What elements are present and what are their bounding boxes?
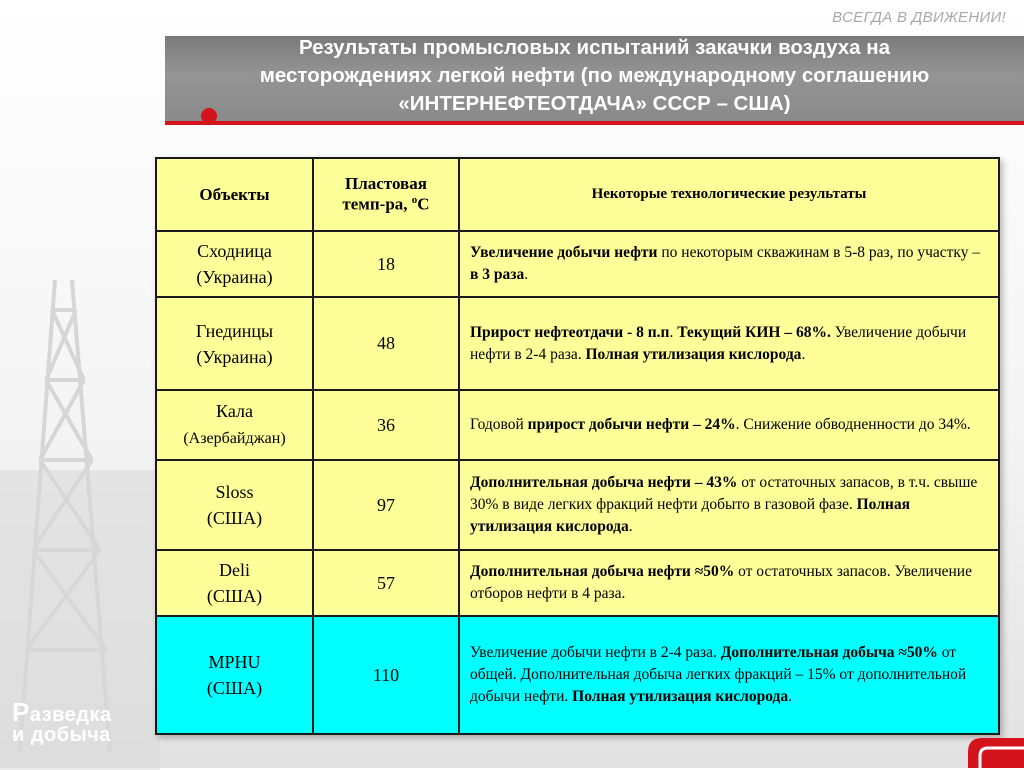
oil-rig-silhouette xyxy=(0,270,160,770)
temperature-cell: 36 xyxy=(313,390,459,460)
result-text: . Снижение обводненности до 34%. xyxy=(735,416,971,433)
result-text: . xyxy=(801,345,806,363)
company-logo xyxy=(12,697,112,746)
header-temp-line1: Пластовая xyxy=(345,174,427,194)
table-header-row xyxy=(156,158,999,231)
result-cell xyxy=(459,616,999,734)
result-cell xyxy=(459,231,999,297)
temperature-cell: 97 xyxy=(313,460,459,550)
object-region: (США) xyxy=(206,508,263,528)
header-objects: Объекты xyxy=(156,158,313,231)
temperature-cell: 110 xyxy=(313,616,459,734)
object-name: MPHU xyxy=(208,652,261,672)
result-text: . xyxy=(628,518,633,535)
accent-line xyxy=(165,121,1024,125)
table-row xyxy=(156,550,999,616)
result-emphasis: Полная утилизация кислорода xyxy=(585,345,802,363)
object-name: Deli xyxy=(219,560,250,580)
page-title xyxy=(165,34,1024,118)
result-cell xyxy=(459,297,999,390)
result-text: . xyxy=(788,688,792,705)
result-text: . xyxy=(524,266,529,283)
table-row xyxy=(156,231,999,297)
header-temp-unit: С xyxy=(417,194,430,214)
result-cell xyxy=(459,550,999,616)
object-name: Гнединцы xyxy=(195,320,274,341)
result-emphasis: в 3 раза xyxy=(470,266,525,283)
temperature-cell: 57 xyxy=(313,550,459,616)
result-emphasis: Увеличение добычи нефти xyxy=(470,244,658,261)
table-row-highlighted xyxy=(156,616,999,734)
result-text: по некоторым скважинам в 5-8 раз, по участку – xyxy=(657,244,981,261)
object-region: (США) xyxy=(206,586,263,606)
result-cell xyxy=(459,460,999,550)
results-table xyxy=(155,157,1000,735)
red-corner-decoration xyxy=(968,738,1024,768)
table-row xyxy=(156,297,999,390)
result-emphasis: Прирост нефтеотдачи - 8 п.п xyxy=(470,323,670,341)
title-line: месторождениях легкой нефти (по международному соглашению xyxy=(259,64,930,87)
object-cell xyxy=(156,550,313,616)
table-row xyxy=(156,460,999,550)
result-emphasis: Дополнительная добыча нефти ≈50% xyxy=(470,563,735,580)
header-results: Некоторые технологические результаты xyxy=(459,158,999,231)
logo-line1: азведка xyxy=(29,704,112,726)
logo-initial: Р xyxy=(12,697,30,727)
result-text: Годовой xyxy=(470,416,528,433)
object-name: Кала xyxy=(216,401,253,421)
object-cell xyxy=(156,460,313,550)
result-text: . xyxy=(669,323,678,341)
temperature-cell: 48 xyxy=(313,297,459,390)
result-emphasis: Полная утилизация кислорода xyxy=(470,496,910,535)
result-text: Увеличение добычи нефти в 2-4 раза. xyxy=(470,323,967,363)
result-text: от общей. Дополнительная добыча легких фракций – 15% от дополнительной добычи нефти. xyxy=(470,644,967,705)
temperature-cell: 18 xyxy=(313,231,459,297)
result-emphasis: Полная утилизация кислорода xyxy=(572,688,789,705)
result-text: от остаточных запасов, в т.ч. свыше 30% в виде легких фракций нефти добыто в газовой фазе. xyxy=(470,474,978,513)
result-emphasis: прирост добычи нефти – 24% xyxy=(527,416,736,433)
object-cell xyxy=(156,231,313,297)
result-emphasis: Дополнительная добыча ≈50% xyxy=(720,644,938,661)
object-name: Sloss xyxy=(215,482,254,502)
object-region: (Украина) xyxy=(196,346,273,367)
header-temperature xyxy=(313,158,459,231)
title-line: Результаты промысловых испытаний закачки воздуха на xyxy=(298,36,891,59)
object-region: (Украина) xyxy=(196,267,273,287)
header-temp-line2: темп-ра, xyxy=(342,194,412,214)
result-cell xyxy=(459,390,999,460)
result-text: от остаточных запасов. Увеличение отборов нефти в 4 раза. xyxy=(470,563,972,602)
degree-superscript: о xyxy=(411,194,418,207)
result-text: Увеличение добычи нефти в 2-4 раза. xyxy=(470,644,721,661)
object-region: (США) xyxy=(206,678,263,698)
table-row xyxy=(156,390,999,460)
slogan: ВСЕГДА В ДВИЖЕНИИ! xyxy=(832,9,1006,26)
object-cell xyxy=(156,616,313,734)
result-emphasis: Текущий КИН – 68%. xyxy=(677,323,831,341)
logo-line2: и добыча xyxy=(12,724,111,746)
object-name: Сходница xyxy=(197,241,272,261)
object-cell xyxy=(156,390,313,460)
result-emphasis: Дополнительная добыча нефти – 43% xyxy=(470,474,738,491)
object-cell xyxy=(156,297,313,390)
object-region: (Азербайджан) xyxy=(183,430,286,447)
title-line: «ИНТЕРНЕФТЕОТДАЧА» СССР – США) xyxy=(398,92,791,115)
accent-dot xyxy=(201,108,217,124)
